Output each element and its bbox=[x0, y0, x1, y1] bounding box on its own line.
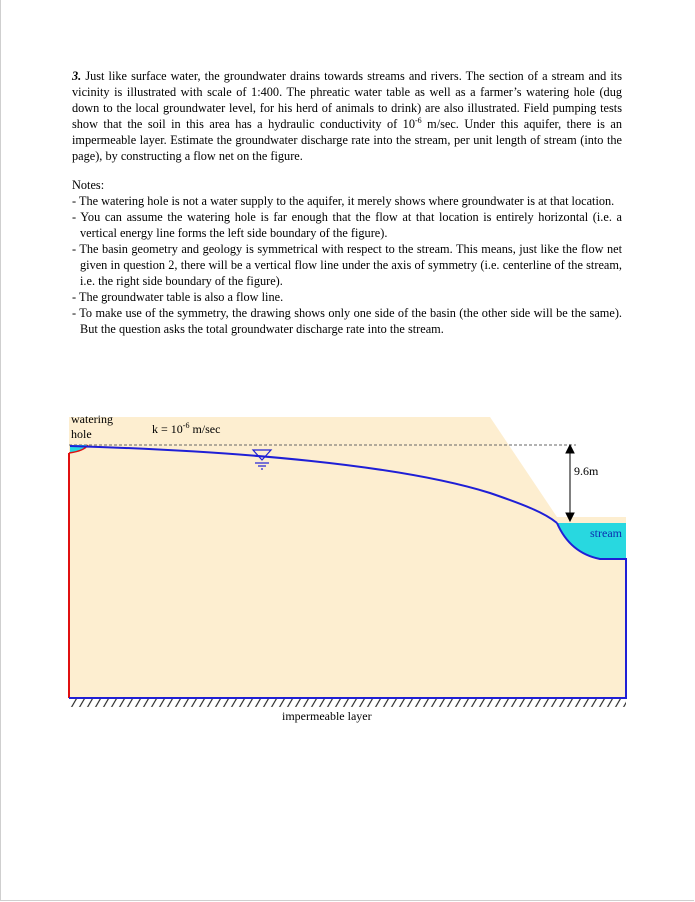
figure-drawing bbox=[60, 405, 640, 735]
note-item: - You can assume the watering hole is far enough that the flow at that location is entirely horizontal (i.e. a vertical energy line forms the left side boundary of the figure). bbox=[72, 210, 622, 241]
problem-statement bbox=[72, 69, 622, 164]
conductivity-k: k = 10 bbox=[152, 422, 183, 436]
problem-text-after: m/sec. Under this aquifer, there is an impermeable layer. Estimate the groundwater discharge rate into the stream, per unit length of stream (into the page), by constructing a flow net on the figure. bbox=[72, 116, 623, 163]
impermeable-hatch bbox=[69, 699, 626, 707]
watering-hole-label: watering hole bbox=[71, 412, 113, 441]
problem-text-block bbox=[72, 69, 622, 338]
flow-net-figure bbox=[60, 405, 640, 735]
soil-region bbox=[69, 417, 626, 698]
problem-number: 3. bbox=[72, 69, 82, 83]
stream-label: stream bbox=[590, 526, 622, 540]
conductivity-label bbox=[152, 422, 220, 436]
conductivity-unit: m/sec bbox=[189, 422, 221, 436]
dimension-label: 9.6m bbox=[574, 464, 599, 478]
dimension-arrow bbox=[566, 445, 574, 521]
problem-text: Just like surface water, the groundwater drains towards streams and rivers. The section of a stream and its vicinity is illustrated with scale of 1:400. The phreatic water table as well as a farmer’s watering hole (dug down to the local groundwater level, for his herd of animals to drink) are also illustrated. Field pumping tests show that the soil in this area has a hydraulic conductivity of 10 bbox=[72, 69, 622, 131]
conductivity-exponent: -6 bbox=[182, 421, 190, 430]
note-item: - The basin geometry and geology is symmetrical with respect to the stream. This means, just like the flow net given in question 2, there will be a vertical flow line under the axis of symmetry (i.e. centerline of the stream, i.e. the right side boundary of the figure). bbox=[72, 242, 622, 288]
notes-list bbox=[72, 194, 622, 337]
notes-heading: Notes: bbox=[72, 178, 105, 193]
note-item: - To make use of the symmetry, the drawing shows only one side of the basin (the other side will be the same). But the question asks the total groundwater discharge rate into the stream. bbox=[72, 305, 622, 336]
impermeable-layer-label: impermeable layer bbox=[282, 709, 372, 723]
problem-exponent: -6 bbox=[414, 115, 422, 125]
note-item: - The watering hole is not a water supply to the aquifer, it merely shows where groundwater is at that location. bbox=[72, 194, 615, 209]
note-item: - The groundwater table is also a flow line. bbox=[72, 289, 284, 304]
